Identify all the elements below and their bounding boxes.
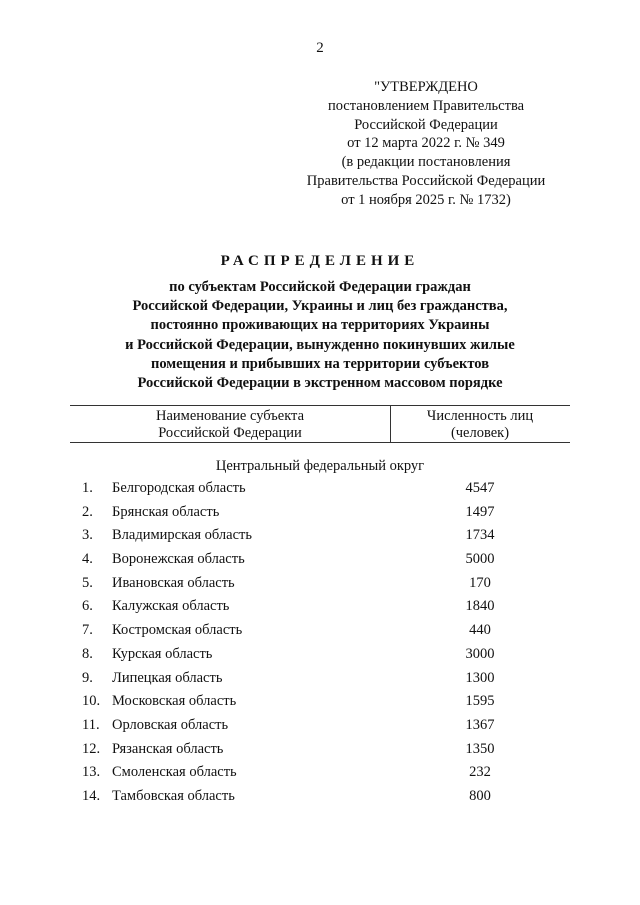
table-row xyxy=(70,714,570,738)
approval-line: постановлением Правительства xyxy=(327,97,525,114)
table-row xyxy=(70,761,570,785)
table-row xyxy=(70,643,570,667)
row-number: 8. xyxy=(82,645,93,662)
subtitle-line: по субъектам Российской Федерации граждан xyxy=(169,279,471,295)
row-number: 14. xyxy=(82,787,101,804)
table-row xyxy=(70,524,570,548)
document-subtitle xyxy=(70,278,570,393)
column-header-count-line: (человек) xyxy=(450,425,510,441)
region-name: Воронежская область xyxy=(112,551,245,568)
subtitle-line: помещения и прибывших на территории субъектов xyxy=(150,355,490,372)
people-count: 800 xyxy=(469,787,491,804)
row-number: 5. xyxy=(82,574,93,591)
table-row xyxy=(70,738,570,762)
people-count: 4547 xyxy=(465,480,495,496)
row-number: 1. xyxy=(82,480,93,496)
table-row xyxy=(70,548,570,572)
region-name: Орловская область xyxy=(112,716,229,733)
row-number: 2. xyxy=(82,503,93,520)
subtitle-line: и Российской Федерации, вынужденно покинувших жилые xyxy=(125,336,515,353)
approval-line: "УТВЕРЖДЕНО xyxy=(374,79,478,95)
document-title: РАСПРЕДЕЛЕНИЕ xyxy=(220,253,420,269)
people-count: 440 xyxy=(469,622,491,639)
people-count: 1367 xyxy=(465,716,495,733)
region-name: Калужская область xyxy=(112,598,230,615)
people-count: 1734 xyxy=(465,527,495,544)
column-header-name-line: Российской Федерации xyxy=(158,425,302,441)
table-row xyxy=(70,667,570,691)
table-row xyxy=(70,501,570,525)
subtitle-line: Российской Федерации в экстренном массовом порядке xyxy=(137,375,503,392)
people-count: 232 xyxy=(469,764,491,781)
table-row xyxy=(70,572,570,596)
region-name: Ивановская область xyxy=(112,574,235,591)
table-row xyxy=(70,785,570,809)
row-number: 10. xyxy=(82,693,101,710)
region-name: Тамбовская область xyxy=(112,787,235,804)
row-number: 12. xyxy=(82,740,101,757)
approval-line: (в редакции постановления xyxy=(341,154,511,171)
subtitle-line: Российской Федерации, Украины и лиц без гражданства, xyxy=(132,298,508,315)
row-number: 7. xyxy=(82,622,93,639)
row-number: 13. xyxy=(82,764,101,781)
region-name: Костромская область xyxy=(112,622,243,639)
row-number: 11. xyxy=(82,716,100,733)
people-count: 1595 xyxy=(465,693,495,710)
people-count: 1840 xyxy=(465,598,495,615)
region-name: Липецкая область xyxy=(112,669,223,686)
table-row xyxy=(70,690,570,714)
federal-district-heading: Центральный федеральный округ xyxy=(215,458,425,474)
column-header-count xyxy=(390,408,570,442)
approval-block xyxy=(300,78,552,210)
row-number: 4. xyxy=(82,551,93,568)
table-row xyxy=(70,477,570,501)
region-name: Рязанская область xyxy=(112,740,224,757)
region-name: Владимирская область xyxy=(112,527,252,544)
column-header-name-line: Наименование субъекта xyxy=(155,408,305,424)
region-name: Московская область xyxy=(112,693,237,710)
column-header-name xyxy=(70,408,390,442)
people-count: 170 xyxy=(469,574,491,591)
table-row xyxy=(70,619,570,643)
row-number: 3. xyxy=(82,527,93,544)
region-name: Белгородская область xyxy=(112,480,246,496)
people-count: 3000 xyxy=(465,645,495,662)
column-header-count-line: Численность лиц xyxy=(426,408,534,424)
table-header xyxy=(70,405,570,443)
approval-line: от 1 ноября 2025 г. № 1732) xyxy=(341,191,511,208)
approval-line: Российской Федерации xyxy=(354,116,498,133)
region-name: Смоленская область xyxy=(112,764,237,781)
table-body xyxy=(70,477,570,809)
people-count: 1300 xyxy=(465,669,495,686)
people-count: 5000 xyxy=(465,551,495,568)
page-number: 2 xyxy=(316,40,324,56)
table-row xyxy=(70,595,570,619)
approval-line: Правительства Российской Федерации xyxy=(306,172,546,189)
approval-line: от 12 марта 2022 г. № 349 xyxy=(347,135,505,152)
people-count: 1497 xyxy=(465,503,495,520)
row-number: 9. xyxy=(82,669,93,686)
people-count: 1350 xyxy=(465,740,495,757)
subtitle-line: постоянно проживающих на территориях Украины xyxy=(150,317,490,334)
region-name: Курская область xyxy=(112,645,213,662)
row-number: 6. xyxy=(82,598,93,615)
region-name: Брянская область xyxy=(112,503,220,520)
